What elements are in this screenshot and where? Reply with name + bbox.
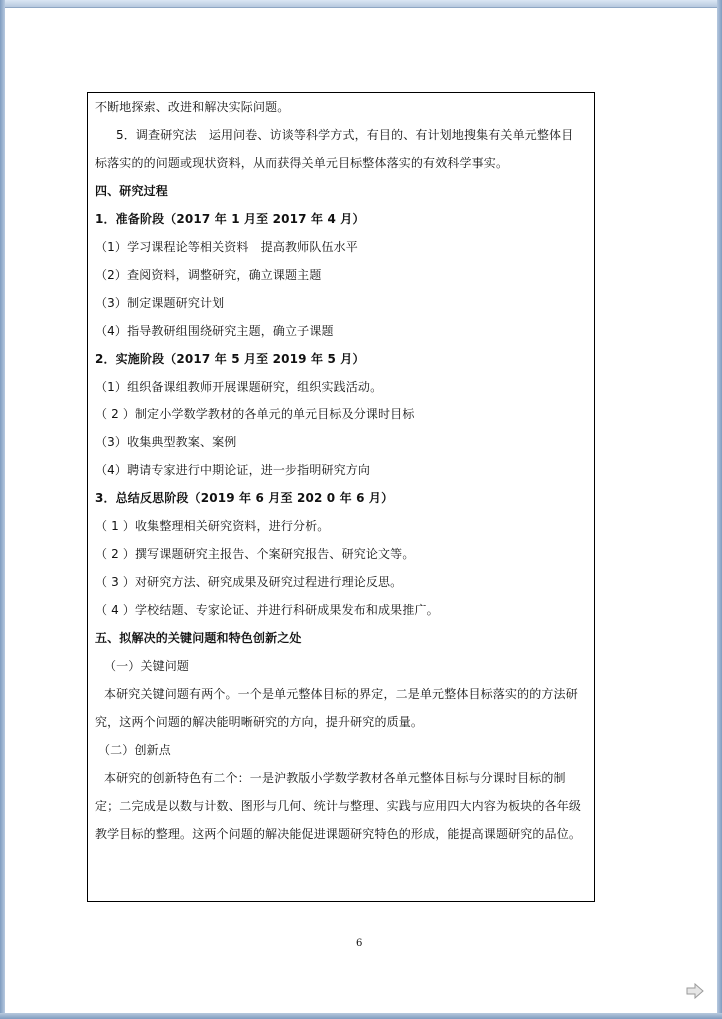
list-item: （4）聘请专家进行中期论证，进一步指明研究方向 <box>95 463 371 477</box>
list-item: （3）制定课题研究计划 <box>95 296 225 310</box>
next-page-arrow-icon[interactable] <box>686 983 704 999</box>
list-item: （ 1 ）收集整理相关研究资料，进行分析。 <box>95 519 330 533</box>
body-line: 究，这两个问题的解决能明晰研究的方向，提升研究的质量。 <box>95 715 424 729</box>
section-heading-key-issues: 五、拟解决的关键问题和特色创新之处 <box>95 631 302 645</box>
body-line: 教学目标的整理。这两个问题的解决能促进课题研究特色的形成，能提高课题研究的品位。 <box>95 827 582 841</box>
window-frame-left <box>0 0 5 1019</box>
stage-heading-preparation: 1．准备阶段（2017 年 1 月至 2017 年 4 月） <box>95 212 365 226</box>
body-line: 不断地探索、改进和解决实际问题。 <box>95 100 290 114</box>
window-frame-bottom <box>0 1013 722 1019</box>
list-item: （ 2 ）制定小学数学教材的各单元的单元目标及分课时目标 <box>95 407 415 421</box>
method-5-line: 5．调查研究法 运用问卷、访谈等科学方式，有目的、有计划地搜集有关单元整体目 <box>116 128 574 142</box>
stage-heading-summary: 3．总结反思阶段（2019 年 6 月至 202 0 年 6 月） <box>95 491 394 505</box>
stage-heading-implementation: 2．实施阶段（2017 年 5 月至 2019 年 5 月） <box>95 352 365 366</box>
subheading-innovation: （二）创新点 <box>98 743 171 757</box>
body-line: 定；二完成是以数与计数、图形与几何、统计与整理、实践与应用四大内容为板块的各年级 <box>95 799 582 813</box>
body-line: 标落实的的问题或现状资料，从而获得关单元目标整体落实的有效科学事实。 <box>95 156 509 170</box>
list-item: （1）学习课程论等相关资料 提高教师队伍水平 <box>95 240 358 254</box>
list-item: （ 2 ）撰写课题研究主报告、个案研究报告、研究论文等。 <box>95 547 415 561</box>
window-frame-right <box>717 0 722 1019</box>
list-item: （1）组织备课组教师开展课题研究，组织实践活动。 <box>95 380 383 394</box>
list-item: （4）指导教研组围绕研究主题，确立子课题 <box>95 324 334 338</box>
subheading-key-issues: （一）关键问题 <box>104 659 190 673</box>
body-line: 本研究关键问题有两个。一个是单元整体目标的界定，二是单元整体目标落实的的方法研 <box>104 687 578 701</box>
list-item: （ 3 ）对研究方法、研究成果及研究过程进行理论反思。 <box>95 575 403 589</box>
body-line: 本研究的创新特色有二个：一是沪教版小学数学教材各单元整体目标与分课时目标的制 <box>104 771 566 785</box>
list-item: （3）收集典型教案、案例 <box>95 435 237 449</box>
list-item: （2）查阅资料，调整研究，确立课题主题 <box>95 268 322 282</box>
list-item: （ 4 ）学校结题、专家论证、并进行科研成果发布和成果推广。 <box>95 603 439 617</box>
section-heading-research-process: 四、研究过程 <box>95 184 168 198</box>
page-number: 6 <box>356 938 363 949</box>
window-frame-top <box>0 0 722 8</box>
